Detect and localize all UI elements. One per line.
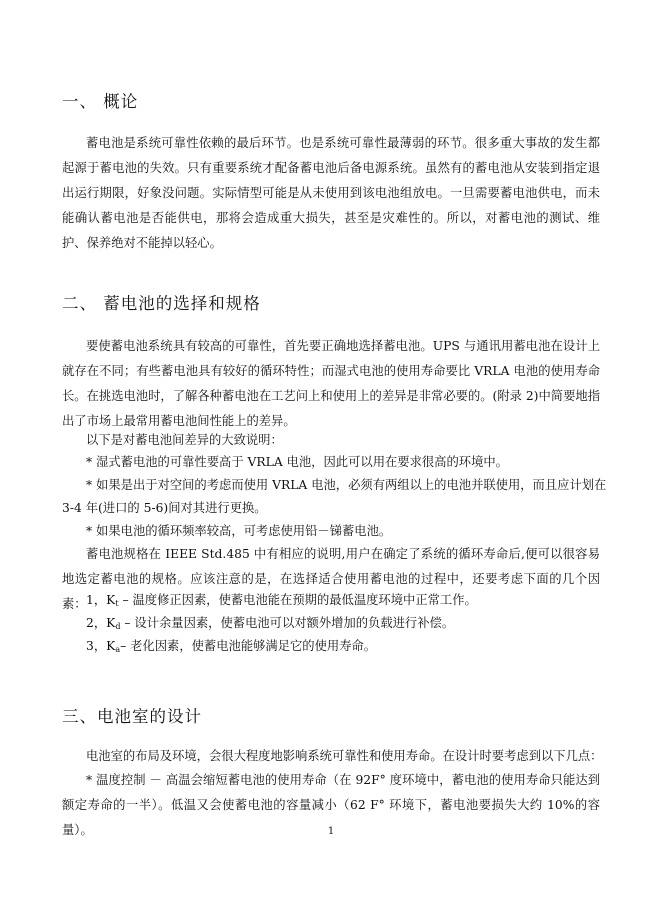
- list-item: * 如果是出于对空间的考虑而使用 VRLA 电池，必须有两组以上的电池并联使用，而且应计划在: [86, 478, 607, 492]
- factor-item: 2，$K_d$ – 设计余量因素，使蓄电池可以对额外增加的负载进行补偿。: [86, 616, 455, 631]
- section-heading-overview: 一、 概论: [62, 92, 139, 111]
- paragraph: 以下是对蓄电池间差异的大致说明：: [86, 433, 283, 447]
- paragraph: 电池室的布局及环境，会很大程度地影响系统可靠性和使用寿命。在设计时要考虑到以下几点：: [86, 749, 603, 763]
- page-number: 1: [327, 826, 335, 837]
- paragraph: 蓄电池规格在 IEEE Std.485 中有相应的说明,用户在确定了系统的循环寿命后,便可以很容易地选定蓄电池的规格。应该注意的是，在选择适合使用蓄电池的过程中，还要考虑下面的几个因素：: [62, 547, 600, 611]
- factor-item: 3，$K_a-$ 老化因素，使蓄电池能够满足它的使用寿命。: [86, 639, 377, 654]
- list-item: * 湿式蓄电池的可靠性要高于 VRLA 电池，因此可以用在要求很高的环境中。: [86, 455, 508, 469]
- list-item: * 如果电池的循环频率较高，可考虑使用铅－锑蓄电池。: [86, 524, 392, 538]
- factor-item: 1，$K_t$ – 温度修正因素，使蓄电池能在预期的最低温度环境中正常工作。: [86, 593, 477, 608]
- section-heading-battery-room: 三、电池室的设计: [62, 707, 202, 726]
- section-heading-selection: 二、 蓄电池的选择和规格: [62, 294, 261, 313]
- paragraph: * 温度控制 － 高温会缩短蓄电池的使用寿命（在 92F° 度环境中，蓄电池的使用寿命只能达到额定寿命的一半）。低温又会使蓄电池的容量减小（62 F° 环境下，蓄电池要损失大约 10%的容量）。: [62, 773, 600, 837]
- list-item-continuation: 3-4 年(进口的 5-6)间对其进行更换。: [62, 501, 267, 515]
- paragraph: 要使蓄电池系统具有较高的可靠性，首先要正确地选择蓄电池。UPS 与通讯用蓄电池在设计上就存在不同；有些蓄电池具有较好的循环特性；而湿式电池的使用寿命要比 VRLA 电池的使用寿命长。在挑选电池时，了解各种蓄电池在工艺问上和使用上的差异是非常必要的。(附录 2)中简要地指出了市场上最常用蓄电池间性能上的差异。: [62, 339, 600, 428]
- paragraph: 蓄电池是系统可靠性依赖的最后环节。也是系统可靠性最薄弱的环节。很多重大事故的发生都起源于蓄电池的失效。只有重要系统才配备蓄电池后备电源系统。虽然有的蓄电池从安装到指定退出运行期限，好象没问题。实际情型可能是从未使用到该电池组放电。一旦需要蓄电池供电，而未能确认蓄电池是否能供电，那将会造成重大损失，甚至是灾难性的。所以，对蓄电池的测试、维护、保养绝对不能掉以轻心。: [62, 136, 600, 250]
